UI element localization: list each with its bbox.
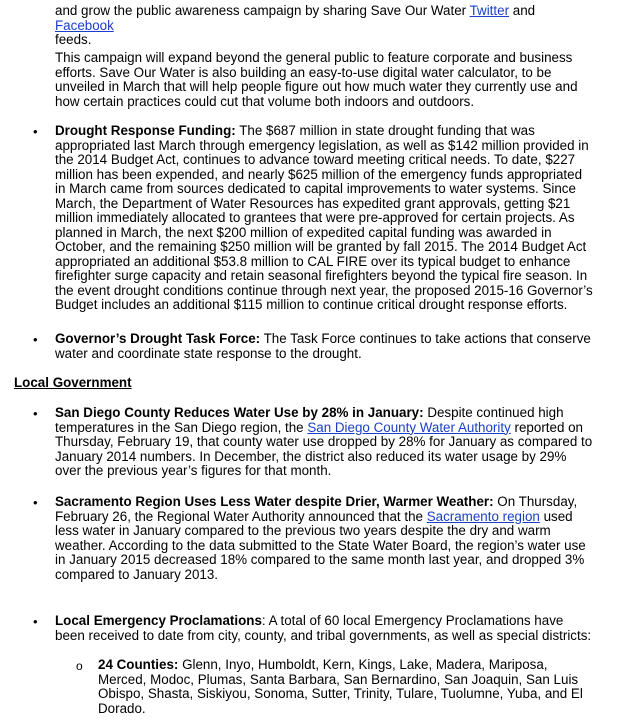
sacramento-paragraph [55, 495, 595, 582]
sacramento-bullet: • [33, 495, 38, 510]
san-diego-title: San Diego County Reduces Water Use by 28% in January: [55, 405, 424, 420]
funding-paragraph [55, 124, 595, 313]
sacramento-text-2: used less water in January compared to the previous two years despite the dry and warm weather. According to the data submitted to the State Water Board, the region’s water use in January 2015 decreased 18% compared to the same month last year, and dropped 3% compared to January 2013. [55, 508, 586, 582]
proclamations-paragraph [55, 614, 595, 643]
sacramento-text: On Thursday, February 26, the Regional Water Authority announced that the [55, 494, 578, 524]
counties-title: 24 Counties: [98, 657, 179, 672]
counties-text: Glenn, Inyo, Humboldt, Kern, Kings, Lake, Madera, Mariposa, Merced, Modoc, Plumas, Santa Barbara, San Bernardino, San Joaquin, San Luis Obispo, Shasta, Siskiyou, Sonoma, Sutter, Trinity, Tulare, Tuolumne, Yuba, and El Dorado. [98, 657, 583, 716]
funding-bullet: • [33, 124, 38, 139]
proclamations-text: : A total of 60 local Emergency Proclamations have been received to date from city, county, and tribal governments, as well as special districts: [55, 613, 592, 643]
san-diego-bullet: • [33, 406, 38, 421]
sacramento-title: Sacramento Region Uses Less Water despite Drier, Warmer Weather: [55, 494, 494, 509]
proclamations-title: Local Emergency Proclamations [55, 613, 262, 628]
task-force-bullet: • [33, 332, 38, 347]
intro-and-text: and [509, 3, 536, 18]
counties-paragraph [98, 658, 595, 716]
campaign-paragraph: This campaign will expand beyond the general public to feature corporate and business efforts. Save Our Water is also building an easy-to-use digital water calculator, to be unveiled in March that will help people figure out how much water they currently use and how certain practices could cut that volume both indoors and outdoors. [55, 50, 578, 109]
intro-text: and grow the public awareness campaign by sharing Save Our Water [55, 3, 470, 18]
funding-text: The $687 million in state drought funding that was appropriated last March through emergency legislation, as well as $142 million provided in the 2014 Budget Act, continues to advance toward meeting critical needs. To date, $227 million has been expended, and nearly $625 million of the emergency funds appropriated in March came from sources dedicated to capital improvements to water systems. Since March, the Department of Water Resources has expedited grant approvals, getting $21 million immediately allocated to grantees that were pre-approved for certain projects. As planned in March, the next $200 million of expedited capital funding was awarded in October, and the remaining $250 million will be granted by fall 2015. The 2014 Budget Act appropriated an additional $53.8 million to CAL FIRE over its typical budget to enhance firefighter surge capacity and retain seasonal firefighters beyond the typical fire season. In the event drought conditions continue through next year, the proposed 2015-16 Governor’s Budget includes an additional $115 million to continue critical drought response efforts. [55, 123, 593, 312]
proclamations-bullet: • [33, 614, 38, 629]
task-force-title: Governor’s Drought Task Force: [55, 331, 261, 346]
twitter-link[interactable]: Twitter [469, 3, 510, 18]
san-diego-paragraph [55, 406, 595, 479]
intro-paragraph [55, 4, 595, 48]
local-government-heading: Local Government [14, 375, 132, 390]
san-diego-text-2: reported on Thursday, February 19, that county water use dropped by 28% for January as compared to January 2014 numbers. In December, the district also reduced its water usage by 29% over the previous year’s figures for that month. [55, 419, 593, 478]
sdcwa-link[interactable]: San Diego County Water Authority [307, 419, 511, 435]
funding-title: Drought Response Funding: [55, 123, 236, 138]
facebook-link[interactable]: Facebook [55, 17, 114, 33]
task-force-paragraph [55, 332, 595, 361]
san-diego-text: Despite continued high temperatures in the San Diego region, the [55, 405, 564, 435]
intro-feeds-text: feeds. [55, 32, 92, 47]
task-force-text: The Task Force continues to take actions that conserve water and coordinate state response to the drought. [55, 331, 591, 361]
counties-bullet: o [76, 659, 83, 673]
sacramento-region-link[interactable]: Sacramento region [426, 508, 540, 524]
